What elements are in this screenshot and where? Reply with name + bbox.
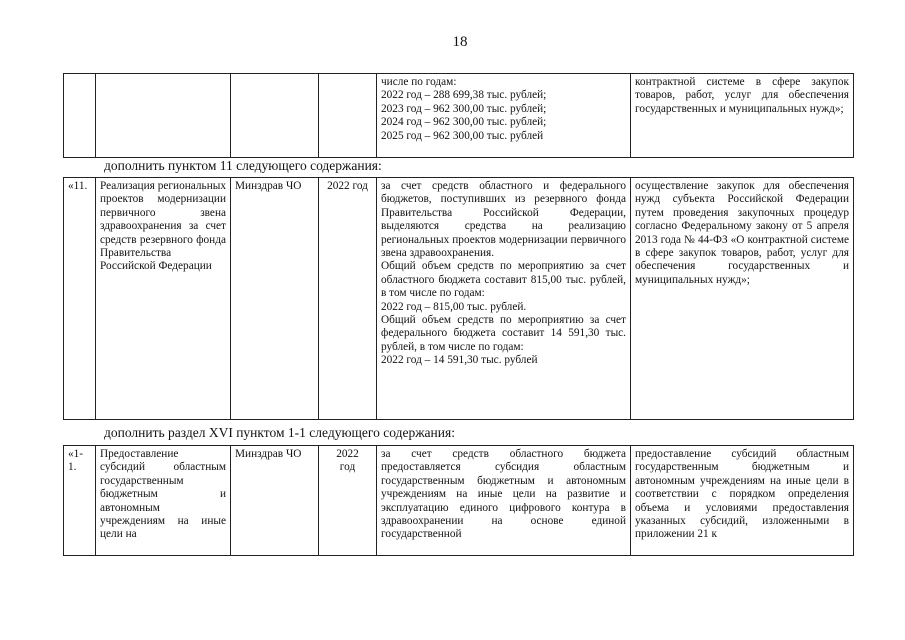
table-row: [64, 74, 854, 158]
funding-paragraph: Общий объем средств по мероприятию за счет федерального бюджета составит 14 591,30 тыс. рублей, в том числе по годам:: [381, 314, 626, 353]
cell-result: контрактной системе в сфере закупок товаров, работ, услуг для обеспечения государственных и муниципальных нужд»;: [631, 74, 854, 158]
table-row: [64, 178, 854, 420]
section-heading-1: дополнить пунктом 11 следующего содержания:: [104, 158, 382, 173]
table-continuation: [63, 73, 854, 158]
cell-result: предоставление субсидий областным государственным бюджетным и автономным учреждениям на иные цели в соответствии с порядком определения объема и условиями предоставления указанных субсидий, изложенными в приложении 21 к: [631, 446, 854, 556]
funding-line: 2024 год – 962 300,00 тыс. рублей;: [381, 116, 547, 129]
year-line: год: [339, 461, 356, 474]
table-row: [64, 446, 854, 556]
cell-year: 2022 год: [319, 178, 377, 420]
funding-paragraph: Общий объем средств по мероприятию за счет областного бюджета составит 815,00 тыс. рублей, в том числе по годам:: [381, 260, 626, 300]
funding-line: 2022 год – 288 699,38 тыс. рублей;: [381, 89, 547, 102]
cell-number: «11.: [64, 178, 96, 420]
cell-number: «1-1.: [64, 446, 96, 556]
cell-name: [96, 74, 231, 158]
cell-funding-source: [377, 74, 631, 158]
page-number: 18: [452, 34, 468, 50]
funding-paragraph: за счет средств областного и федерального бюджетов, поступивших из резервного фонда Правительства Российской Федерации, выделяются средства на реализацию региональных проектов модернизации первичного звена здравоохранения.: [381, 180, 626, 260]
cell-executor: [231, 74, 319, 158]
funding-line: 2025 год – 962 300,00 тыс. рублей: [381, 129, 544, 142]
funding-line: 2023 год – 962 300,00 тыс. рублей;: [381, 102, 547, 115]
section-heading-2: дополнить раздел XVI пунктом 1-1 следующего содержания:: [104, 425, 455, 440]
cell-funding-source: [377, 178, 631, 420]
cell-executor: Минздрав ЧО: [231, 446, 319, 556]
table-item-11: [63, 177, 854, 420]
year-line: 2022: [336, 448, 359, 460]
cell-result: осуществление закупок для обеспечения нужд субъекта Российской Федерации путем проведения закупочных процедур согласно Федеральному закону от 5 апреля 2013 года № 44-ФЗ «О контрактной системе в сфере закупок товаров, работ, услуг для обеспечения государственных и муниципальных нужд»;: [631, 178, 854, 420]
cell-year: [319, 446, 377, 556]
cell-year: [319, 74, 377, 158]
cell-funding-source: за счет средств областного бюджета предоставляется субсидия областным государственным бюджетным и автономным учреждениям на иные цели на развитие и эксплуатацию единого цифрового контура в здравоохранении на основе единой государственной: [377, 446, 631, 556]
cell-number: [64, 74, 96, 158]
funding-paragraph: 2022 год – 815,00 тыс. рублей.: [381, 300, 527, 313]
funding-line: числе по годам:: [381, 76, 457, 88]
cell-name: Предоставление субсидий областным государственным бюджетным и автономным учреждениям на иные цели на: [96, 446, 231, 556]
table-item-1-1: [63, 445, 854, 556]
funding-paragraph: 2022 год – 14 591,30 тыс. рублей: [381, 354, 538, 367]
cell-name: Реализация региональных проектов модернизации первичного звена здравоохранения за счет средств резервного фонда Правительства Российской Федерации: [96, 178, 231, 420]
cell-executor: Минздрав ЧО: [231, 178, 319, 420]
